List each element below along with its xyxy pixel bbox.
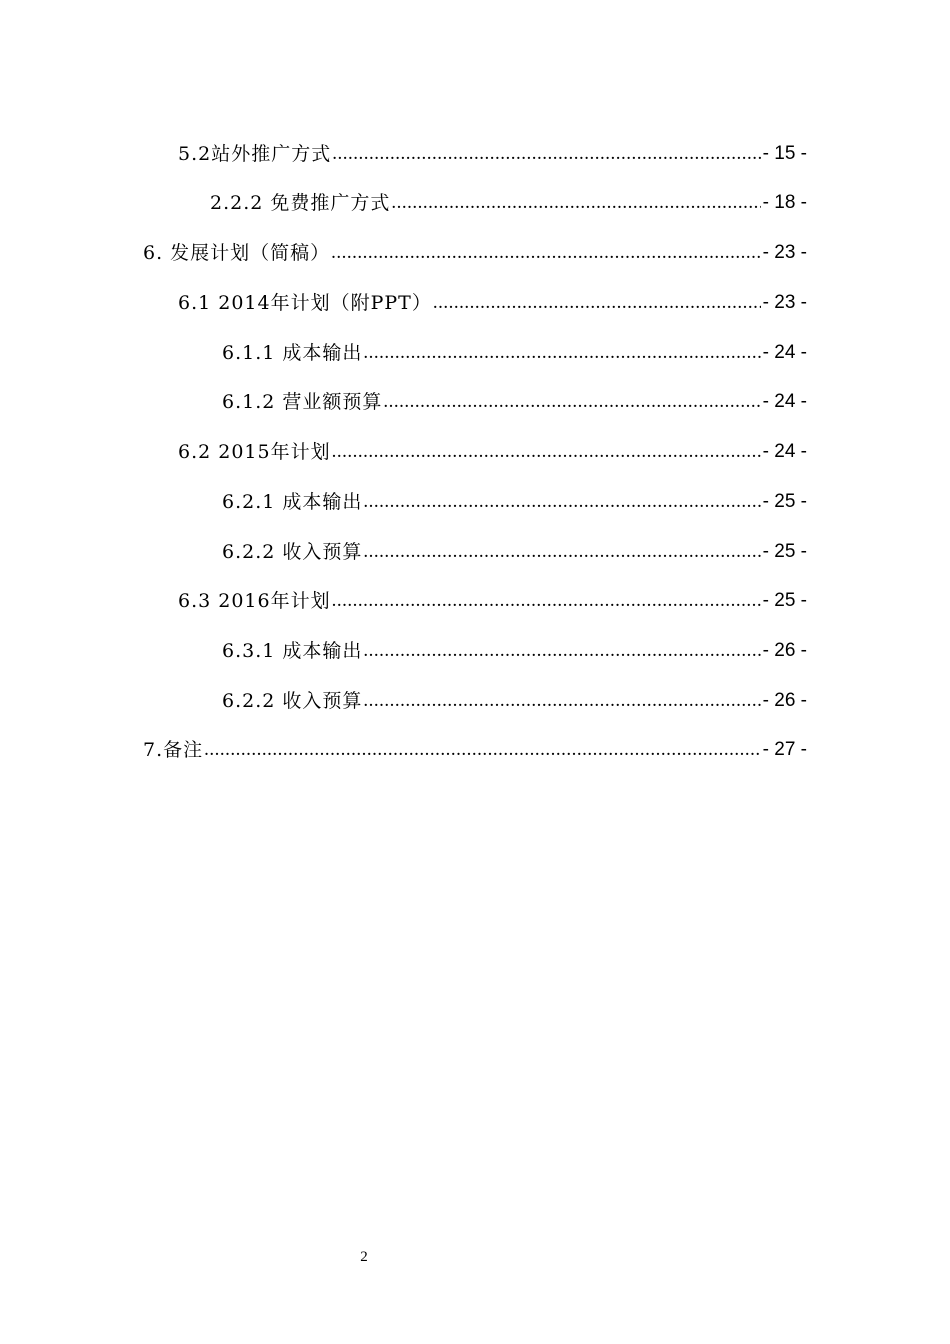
toc-dot-leader — [363, 341, 760, 365]
toc-dot-leader — [331, 241, 760, 265]
toc-dot-leader — [332, 589, 761, 613]
toc-entry-page: - 27 - — [762, 739, 807, 760]
toc-dot-leader — [332, 440, 761, 464]
toc-entry-page: - 26 - — [762, 690, 807, 711]
toc-dot-leader — [383, 390, 760, 414]
toc-entry[interactable] — [222, 335, 807, 365]
toc-entry[interactable] — [178, 583, 807, 613]
toc-entry-title: 6.3 2016年计划 — [178, 590, 331, 612]
toc-entry[interactable] — [222, 683, 807, 713]
toc-entry[interactable] — [178, 285, 807, 315]
page-number: 2 — [360, 1249, 368, 1265]
toc-entry-title: 7.备注 — [143, 739, 204, 761]
toc-entry-title: 6.2.2 收入预算 — [222, 690, 363, 712]
toc-dot-leader — [391, 191, 760, 215]
toc-entry-page: - 24 - — [762, 342, 807, 363]
toc-entry[interactable] — [222, 633, 807, 663]
toc-entry-page: - 18 - — [762, 192, 807, 213]
toc-entry-page: - 25 - — [762, 541, 807, 562]
toc-entry-page: - 25 - — [762, 491, 807, 512]
toc-entry-title: 6.3.1 成本输出 — [222, 640, 363, 662]
toc-dot-leader — [332, 142, 760, 166]
toc-entry[interactable] — [222, 484, 807, 514]
toc-entry[interactable] — [210, 185, 807, 215]
toc-entry-page: - 24 - — [762, 391, 807, 412]
toc-entry-title: 6.1.2 营业额预算 — [222, 391, 383, 413]
toc-entry-page: - 15 - — [762, 143, 807, 164]
toc-entry-title: 6.2.1 成本输出 — [222, 491, 363, 513]
toc-entry-title: 2.2.2 免费推广方式 — [210, 192, 391, 214]
toc-entry-title: 6.2.2 收入预算 — [222, 541, 363, 563]
toc-entry-page: - 26 - — [762, 640, 807, 661]
toc-dot-leader — [363, 689, 760, 713]
toc-entry[interactable] — [143, 732, 807, 762]
toc-dot-leader — [363, 540, 760, 564]
toc-entry-title: 5.2站外推广方式 — [178, 143, 332, 165]
toc-entry-title: 6.1.1 成本输出 — [222, 342, 363, 364]
toc-entry-page: - 25 - — [762, 590, 807, 611]
toc-entry[interactable] — [222, 534, 807, 564]
toc-entry[interactable] — [143, 235, 807, 265]
toc-entry-page: - 23 - — [762, 292, 807, 313]
toc-dot-leader — [363, 490, 760, 514]
toc-entry[interactable] — [178, 434, 807, 464]
toc-dot-leader — [204, 738, 761, 762]
toc-entry-title: 6. 发展计划（简稿） — [143, 242, 331, 264]
toc-entry-page: - 24 - — [762, 441, 807, 462]
toc-entry-title: 6.1 2014年计划（附PPT） — [178, 292, 432, 314]
toc-entry-title: 6.2 2015年计划 — [178, 441, 331, 463]
toc-entry-page: - 23 - — [762, 242, 807, 263]
toc-dot-leader — [433, 291, 761, 315]
toc-entry[interactable] — [178, 136, 807, 166]
toc-dot-leader — [363, 639, 760, 663]
toc-entry[interactable] — [222, 384, 807, 414]
